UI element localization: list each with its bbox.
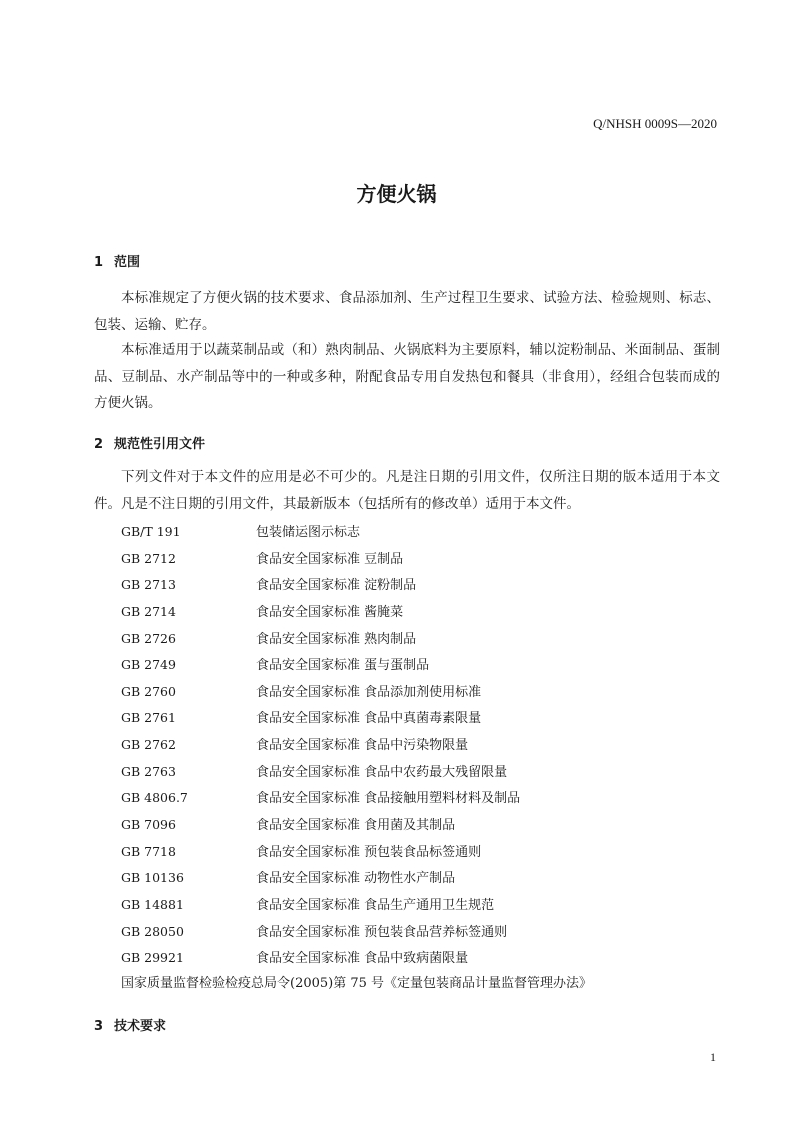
- reference-item: [121, 572, 520, 599]
- reference-name: 食品安全国家标准 食品生产通用卫生规范: [256, 897, 495, 913]
- reference-code: GB 10136: [121, 870, 184, 886]
- reference-item: [121, 679, 520, 706]
- reference-code: GB 2749: [121, 657, 176, 673]
- reference-list: [121, 519, 520, 972]
- reference-name: 食品安全国家标准 动物性水产制品: [256, 871, 456, 887]
- reference-item: [121, 519, 520, 546]
- reference-item: [121, 599, 520, 626]
- reference-name: 食品安全国家标准 预包装食品标签通则: [256, 844, 482, 860]
- reference-item: [121, 546, 520, 573]
- reference-name: 食品安全国家标准 淀粉制品: [256, 578, 417, 594]
- document-title: 方便火锅: [356, 182, 437, 206]
- reference-name: 食品安全国家标准 蛋与蛋制品: [256, 658, 430, 674]
- reference-code: GB/T 191: [121, 524, 181, 539]
- reference-name: 食品安全国家标准 食品中农药最大残留限量: [256, 764, 508, 780]
- reference-item: [121, 705, 520, 732]
- reference-name: 食品安全国家标准 食品中真菌毒素限量: [256, 711, 482, 727]
- reference-code: GB 7718: [121, 843, 176, 859]
- reference-code: GB 2762: [121, 737, 176, 753]
- reference-name: 食品安全国家标准 食品接触用塑料材料及制品: [256, 791, 521, 807]
- reference-code: GB 29921: [121, 950, 184, 966]
- reference-name: 食品安全国家标准 熟肉制品: [256, 631, 417, 647]
- reference-name: 食品安全国家标准 预包装食品营养标签通则: [256, 924, 508, 940]
- reference-code: GB 2760: [121, 683, 176, 699]
- reference-item: [121, 865, 520, 892]
- reference-name: 食品安全国家标准 食品中污染物限量: [256, 738, 469, 754]
- references-intro-paragraph: 下列文件对于本文件的应用是必不可少的。凡是注日期的引用文件，仅所注日期的版本适用于本文件。凡是不注日期的引用文件，其最新版本（包括所有的修改单）适用于本文件。: [94, 469, 720, 512]
- reference-code: GB 2712: [121, 550, 176, 566]
- section-heading-scope: [94, 251, 140, 270]
- extra-reference: 国家质量监督检验检疫总局令(2005)第 75 号《定量包装商品计量监督管理办法》: [121, 976, 593, 991]
- reference-code: GB 2763: [121, 763, 176, 779]
- reference-name: 食品安全国家标准 豆制品: [256, 551, 404, 567]
- reference-item: [121, 919, 520, 946]
- reference-name: 包装储运图示标志: [256, 525, 361, 540]
- scope-paragraph-2: 本标准适用于以蔬菜制品或（和）熟肉制品、火锅底料为主要原料，辅以淀粉制品、米面制品、蛋制品、豆制品、水产制品等中的一种或多种，附配食品专用自发热包和餐具（非食用），经组合包装而成的方便火锅。: [94, 342, 720, 411]
- reference-item: [121, 652, 520, 679]
- reference-code: GB 14881: [121, 896, 184, 912]
- reference-item: [121, 626, 520, 653]
- section-title: 规范性引用文件: [114, 437, 206, 452]
- reference-item: [121, 839, 520, 866]
- reference-name: 食品安全国家标准 食品中致病菌限量: [256, 951, 469, 967]
- section-number: 3: [94, 1019, 104, 1034]
- section-number: 2: [94, 437, 104, 452]
- reference-item: [121, 945, 520, 972]
- reference-code: GB 2726: [121, 630, 176, 646]
- reference-code: GB 2761: [121, 710, 176, 726]
- standard-code: Q/NHSH 0009S—2020: [593, 116, 717, 131]
- reference-code: GB 28050: [121, 923, 184, 939]
- scope-paragraph-1: 本标准规定了方便火锅的技术要求、食品添加剂、生产过程卫生要求、试验方法、检验规则、标志、包装、运输、贮存。: [94, 290, 720, 333]
- section-number: 1: [94, 255, 104, 270]
- reference-code: GB 2714: [121, 603, 176, 619]
- reference-code: GB 4806.7: [121, 790, 188, 806]
- section-heading-technical-requirements: [94, 1015, 166, 1034]
- reference-item: [121, 892, 520, 919]
- reference-name: 食品安全国家标准 食用菌及其制品: [256, 818, 456, 834]
- reference-item: [121, 812, 520, 839]
- section-heading-normative-references: [94, 433, 205, 452]
- reference-name: 食品安全国家标准 食品添加剂使用标准: [256, 684, 482, 700]
- reference-code: GB 2713: [121, 577, 176, 593]
- page-number: 1: [710, 1050, 716, 1064]
- reference-item: [121, 732, 520, 759]
- reference-item: [121, 759, 520, 786]
- reference-item: [121, 785, 520, 812]
- reference-code: GB 7096: [121, 817, 176, 833]
- section-title: 范围: [114, 255, 141, 270]
- section-title: 技术要求: [114, 1019, 167, 1034]
- reference-name: 食品安全国家标准 酱腌菜: [256, 604, 404, 620]
